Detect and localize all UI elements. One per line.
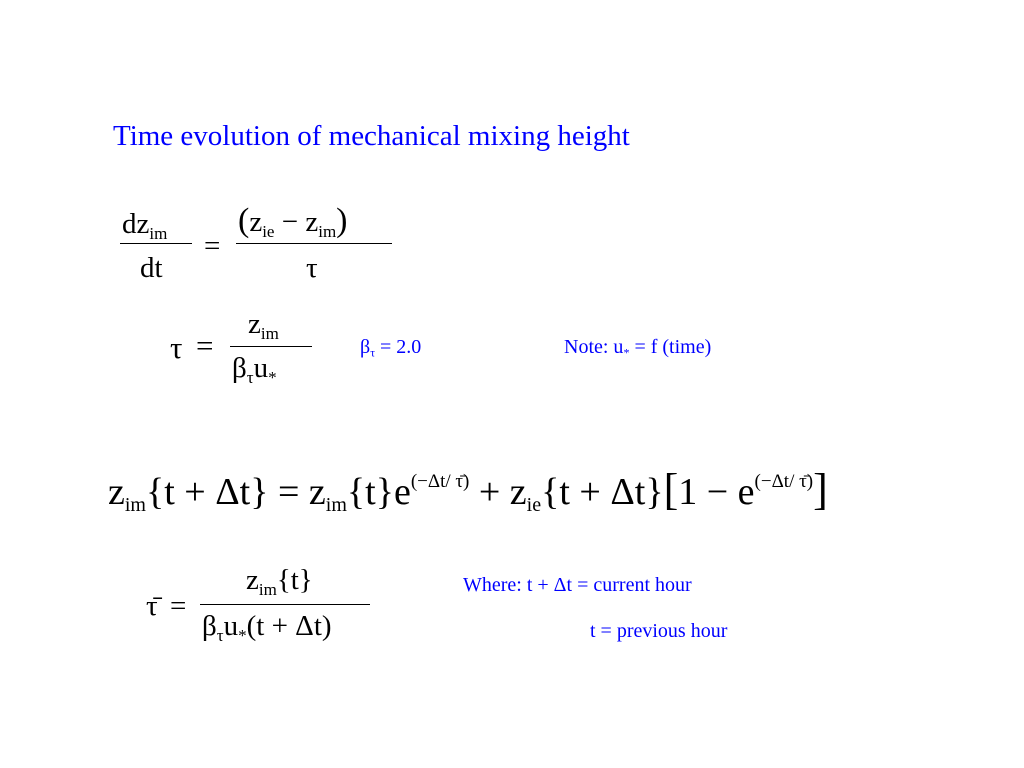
eq1-rhs-denominator: τ: [306, 252, 318, 284]
eq1-equals: =: [204, 230, 221, 262]
eq4-lhs: τ̄: [146, 590, 158, 622]
slide-title: Time evolution of mechanical mixing height: [113, 120, 630, 152]
equation-1: [118, 200, 408, 290]
friction-velocity-note: Note: u* = f (time): [564, 336, 712, 360]
equation-2: [170, 308, 330, 398]
eq1-lhs-denominator: dt: [140, 252, 163, 284]
eq3-content: $z_{im}\{t + \Delta t\} = z_{im}\{t\}e^{(-\Delta t/ \taū)} + z_{ie}\{t + \Delta t\}[1 - e^{(-\Delta t/ \taū)}]$: [108, 465, 828, 516]
equation-3: [108, 448, 868, 524]
eq2-lhs: τ: [170, 330, 183, 365]
eq4-denominator: $\beta_\tau u_*(t + \Delta t)$: [202, 610, 332, 645]
eq1-rhs-numerator: $(z_{ie} - z_{im})$: [238, 202, 348, 241]
where-note-current-hour: Where: t + Δt = current hour: [463, 574, 692, 596]
equation-4: [146, 560, 386, 650]
eq1-rhs-fraction-bar: [236, 243, 392, 244]
where-note-previous-hour: t = previous hour: [590, 620, 728, 642]
beta-value-note: βτ = 2.0: [360, 336, 422, 360]
eq4-fraction-bar: [200, 604, 370, 605]
eq2-numerator: $z_{im}$: [248, 308, 279, 343]
eq4-equals: =: [170, 590, 187, 622]
eq1-lhs-fraction-bar: [120, 243, 192, 244]
eq2-denominator: $\beta_\tau u_*$: [232, 352, 277, 387]
eq1-lhs-numerator: $dz_{im}$: [122, 208, 168, 243]
eq2-fraction-bar: [230, 346, 312, 347]
eq4-numerator: $z_{im}\{t\}$: [246, 564, 313, 599]
eq2-equals: =: [196, 328, 214, 363]
